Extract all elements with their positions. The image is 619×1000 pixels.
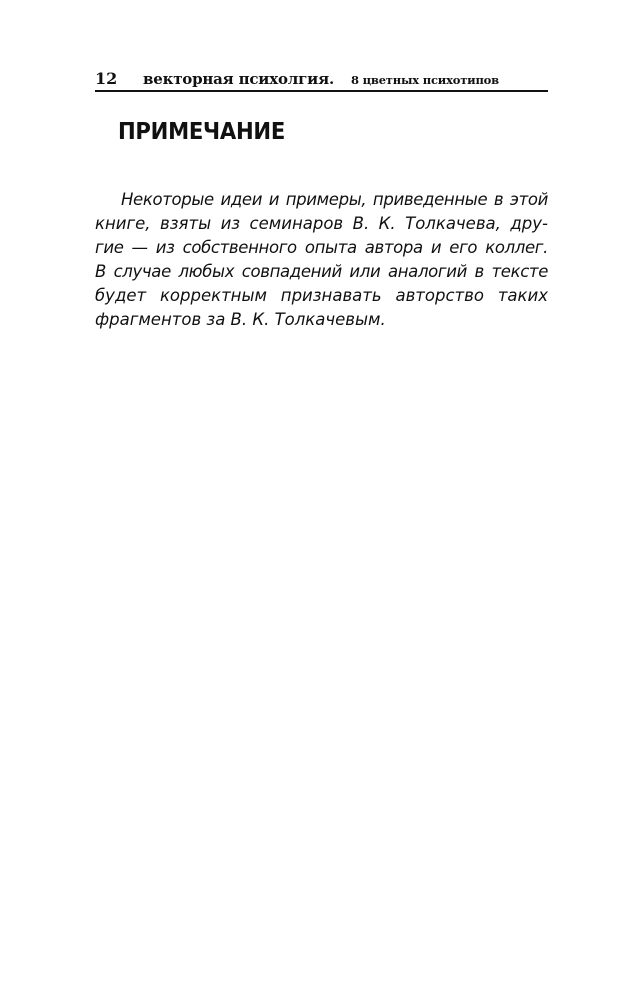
page-number: 12 [95, 69, 118, 88]
running-head [95, 64, 548, 92]
note-line: В случае любых совпадений или аналогий в тексте [95, 262, 548, 281]
note-paragraph [95, 188, 548, 332]
note-line: фрагментов за В. К. Толкачевым. [95, 310, 386, 329]
note-line: Некоторые идеи и примеры, приведенные в этой [121, 190, 548, 209]
note-line: книге, взяты из семинаров В. К. Толкачева, дру- [95, 214, 548, 233]
note-line: гие — из собственного опыта автора и его коллег. [95, 238, 548, 257]
book-title: векторная психолгия. [143, 70, 334, 88]
book-subtitle: 8 цветных психотипов [351, 73, 499, 87]
section-heading: ПРИМЕЧАНИЕ [118, 119, 286, 145]
note-line: будет корректным признавать авторство таких [95, 286, 548, 305]
